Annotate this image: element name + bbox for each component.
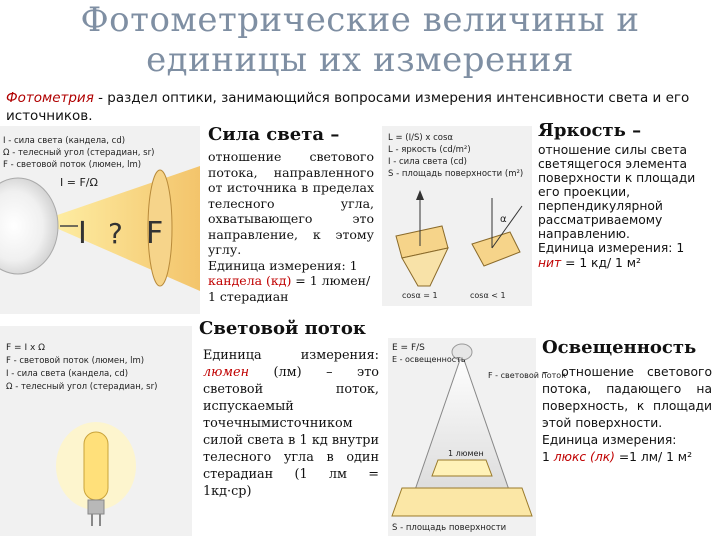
illuminance-unit-term: люкс (лк) [553, 450, 615, 464]
luminance-section [538, 120, 714, 271]
illuminance-figure [388, 338, 567, 536]
illuminance-section [542, 337, 712, 466]
intensity-unit-term: кандела (кд) [208, 273, 292, 288]
legend-line: S - площадь поверхности (m²) [388, 169, 524, 179]
lamp-icon [84, 432, 108, 500]
intensity-definition: отношение светового потока, направленного от источника в пределах телесного угла, охватывающего это направление, к этому углу. [208, 149, 374, 257]
slide-title [0, 0, 720, 80]
legend-line: F = I x Ω [6, 343, 46, 353]
legend-line: I - сила света (cd) [388, 157, 467, 167]
legend-line: F - световой поток (люмен, lm) [6, 356, 145, 366]
intensity-figure [0, 126, 200, 314]
flux-heading: Световой поток [199, 318, 366, 339]
legend-line: L - яркость (cd/m²) [388, 145, 471, 155]
intensity-heading: Сила света [208, 124, 325, 145]
illuminance-heading: Освещенность [542, 337, 697, 358]
legend-line: I - сила света (кандела, cd) [6, 369, 129, 379]
legend-line: E - освещенность [392, 355, 466, 364]
heading-dash: – [625, 120, 642, 141]
flux-unit-term: люмен [203, 365, 250, 380]
flux-unit-label: Единица измерения: [203, 348, 379, 363]
label-f: F [146, 216, 164, 251]
cos-left: cosα = 1 [402, 291, 438, 300]
illuminance-unit-value: =1 лм/ 1 м² [614, 450, 693, 464]
area-label: S - площадь поверхности [392, 523, 507, 533]
intro-term: Фотометрия [6, 90, 94, 106]
label-omega: ? [108, 217, 123, 250]
legend-line: Ω - телесный угол (стерадиан, sr) [3, 148, 155, 158]
legend-line: L = (I/S) x cosα [388, 133, 453, 143]
alpha-label: α [500, 214, 507, 225]
intensity-section [208, 124, 374, 304]
title-line-2: единицы их измерения [146, 40, 574, 80]
cos-right: cosα < 1 [470, 291, 506, 300]
legend-line: E = F/S [392, 343, 425, 353]
legend-line: Ω - телесный угол (стерадиан, sr) [6, 382, 158, 392]
unit-prefix: 1 [542, 450, 554, 464]
flux-section [199, 318, 379, 500]
flux-label: F - световой поток [488, 371, 567, 380]
label-i: I [78, 216, 87, 251]
luminance-heading: Яркость [538, 120, 626, 141]
legend-line: I - сила света (кандела, cd) [3, 136, 126, 146]
illuminance-definition: – отношение светового потока, падающего на поверхность, к площади этой поверхности. [542, 365, 712, 430]
intro-text: - раздел оптики, занимающийся вопросами измерения интенсивности света и его источников. [6, 90, 690, 124]
luminance-unit-label: Единица измерения: 1 [538, 241, 685, 255]
luminance-definition: отношение силы света светящегося элемента поверхности к площади его проекции, перпендикулярной рассматриваемому направлению. [538, 143, 696, 241]
formula: I = F/Ω [60, 176, 98, 189]
luminance-unit-value: = 1 кд/ 1 м² [561, 256, 641, 270]
surface-area [392, 488, 532, 516]
flux-figure [0, 326, 192, 536]
title-line-1: Фотометрические величины и [80, 0, 640, 40]
intensity-unit-label: Единица измерения: 1 [208, 257, 358, 273]
illuminance-unit-label: Единица измерения: [542, 433, 677, 447]
lumen-label: 1 люмен [448, 449, 484, 458]
luminance-figure [382, 126, 532, 306]
legend-line: F - световой поток (люмен, lm) [3, 160, 142, 170]
intensity-unit-value: = 1 люмен/ 1 стерадиан [208, 273, 371, 304]
flux-unit-abbr: (лм) [249, 365, 302, 380]
luminance-unit-term: нит [538, 256, 562, 270]
heading-dash: – [324, 124, 340, 145]
flux-definition: – это световой поток, испускаемый точечнымисточником силой света в 1 кд внутри телесного угла в один стерадиан (1 лм = 1кд·ср) [203, 365, 379, 499]
